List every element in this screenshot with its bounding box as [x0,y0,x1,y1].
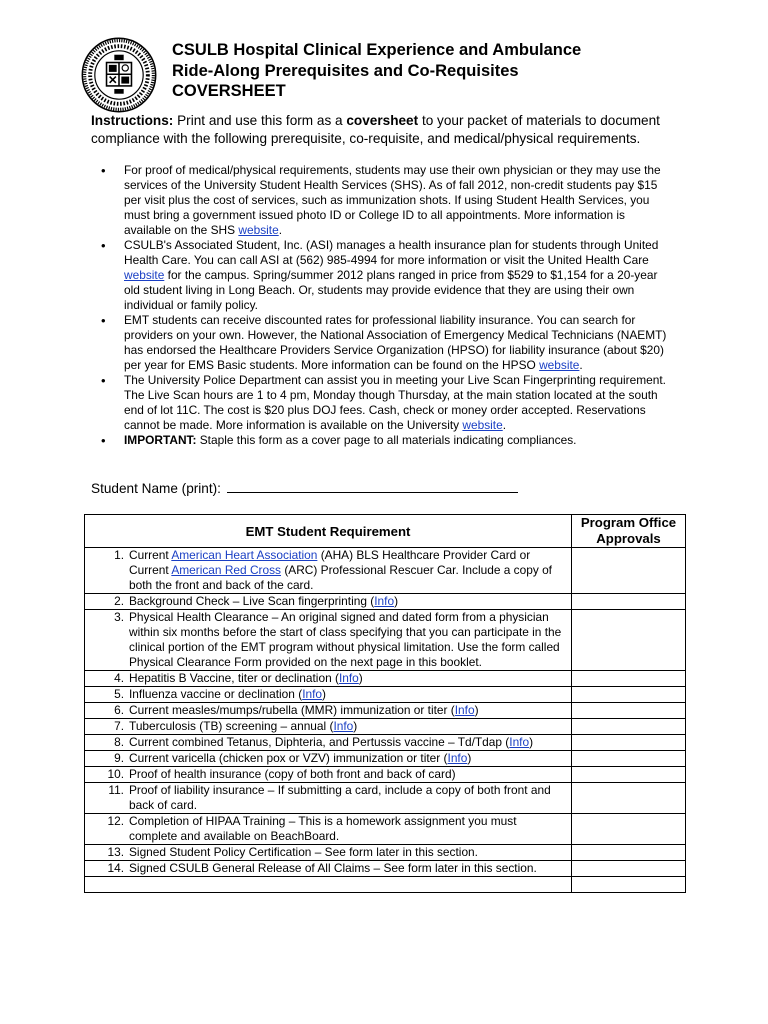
table-row: 10. Proof of health insurance (copy of both front and back of card) [85,767,686,783]
approval-cell[interactable] [572,735,686,751]
table-row: 11. Proof of liability insurance – If submitting a card, include a copy of both front and back of card. [85,783,686,814]
student-name-field [91,480,518,496]
requirements-info-list [101,163,671,448]
instructions-paragraph [91,112,691,147]
list-item: • For proof of medical/physical requirements, students may use their own physician or they may use the services of the University Student Health Services (SHS). As of fall 2012, non-credit students pay $15 per visit plus the cost of services, such as immunization shots. If using Student Health Services, you must bring a government issued photo ID or College ID to all appointments. More information is available on the SHS website. [101,163,671,238]
university-seal-icon [80,36,158,114]
table-row: 9. Current varicella (chicken pox or VZV) immunization or titer (Info) [85,751,686,767]
instructions-label: Instructions: [91,113,174,128]
list-item: • EMT students can receive discounted rates for professional liability insurance. You can search for providers on your own. However, the National Association of Emergency Medical Technicians (NAEMT) has endorsed the Healthcare Providers Service Organization (HPSO) for liability insurance (about $20) per year for EMS Basic students. More information can be found on the HPSO website. [101,313,671,373]
list-item: • The University Police Department can assist you in meeting your Live Scan Fingerprinting requirement. The Live Scan hours are 1 to 4 pm, Monday though Thursday, at the main station located at the south end of lot 11C. The cost is $20 plus DOJ fees. Cash, check or money order accepted. Reservations cannot be made. More information is available on the University website. [101,373,671,433]
list-item: • CSULB's Associated Student, Inc. (ASI) manages a health insurance plan for students through United Health Care. You can call ASI at (562) 985-4994 for more information or visit the United Health Care website for the campus. Spring/summer 2012 plans ranged in price from $529 to $1,154 for a 20-year old student living in Long Beach. Or, students may provide evidence that they are using their own individual or family policy. [101,238,671,313]
table-row: 8. Current combined Tetanus, Diphteria, and Pertussis vaccine – Td/Tdap (Info) [85,735,686,751]
table-header-row [85,515,686,548]
important-label: IMPORTANT: [124,433,197,447]
approval-cell[interactable] [572,751,686,767]
info-link[interactable]: Info [454,703,475,717]
instructions-text-before: Print and use this form as a [177,113,343,128]
approval-cell[interactable] [572,861,686,877]
info-link[interactable]: Info [447,751,468,765]
table-row: 13. Signed Student Policy Certification – See form later in this section. [85,845,686,861]
table-row: 3. Physical Health Clearance – An original signed and dated form from a physician within six months before the start of class specifying that you can participate in the clinical portion of the EMT program without physical limitation. Use the form called Physical Clearance Form provided on the next page in this booklet. [85,610,686,671]
document-title [172,40,581,102]
approval-cell[interactable] [572,719,686,735]
approval-cell[interactable] [572,783,686,814]
instructions-text-after: to your packet of materials to document compliance with the following prerequisite, co-requisite, and medical/physical requirements. [91,113,660,146]
approval-cell[interactable] [572,687,686,703]
table-row: 12. Completion of HIPAA Training – This is a homework assignment you must complete and available on BeachBoard. [85,814,686,845]
united-health-care-website-link[interactable]: website [124,268,165,282]
shs-website-link[interactable]: website [238,223,279,237]
title-line-2: Ride-Along Prerequisites and Co-Requisites [172,61,519,80]
approval-cell[interactable] [572,594,686,610]
table-row: 7. Tuberculosis (TB) screening – annual (Info) [85,719,686,735]
table-row: 6. Current measles/mumps/rubella (MMR) immunization or titer (Info) [85,703,686,719]
list-item: • IMPORTANT: Staple this form as a cover page to all materials indicating compliances. [101,433,671,448]
table-row: 14. Signed CSULB General Release of All Claims – See form later in this section. [85,861,686,877]
blank-requirement-cell[interactable] [85,877,572,893]
aha-link[interactable]: American Heart Association [171,548,318,562]
table-row: 5. Influenza vaccine or declination (Info) [85,687,686,703]
table-row: 4. Hepatitis B Vaccine, titer or declination (Info) [85,671,686,687]
instructions-bold-word: coversheet [346,113,419,128]
approval-cell[interactable] [572,548,686,594]
info-link[interactable]: Info [302,687,323,701]
approval-cell[interactable] [572,845,686,861]
hpso-website-link[interactable]: website [539,358,580,372]
arc-link[interactable]: American Red Cross [171,563,282,577]
info-link[interactable]: Info [333,719,354,733]
table-row: 2. Background Check – Live Scan fingerprinting (Info) [85,594,686,610]
approval-cell[interactable] [572,877,686,893]
student-name-label: Student Name (print): [91,481,221,496]
student-name-blank[interactable] [227,480,518,493]
approval-cell[interactable] [572,610,686,671]
info-link[interactable]: Info [338,671,359,685]
approval-cell[interactable] [572,671,686,687]
col-header-requirement: EMT Student Requirement [85,515,572,548]
table-row-blank [85,877,686,893]
info-link[interactable]: Info [509,735,530,749]
university-website-link[interactable]: website [462,418,503,432]
approval-cell[interactable] [572,767,686,783]
title-line-1: CSULB Hospital Clinical Experience and Ambulance [172,41,582,59]
col-header-approvals: Program Office Approvals [572,515,686,548]
requirements-table [84,514,686,893]
title-line-3: COVERSHEET [172,82,286,100]
approval-cell[interactable] [572,703,686,719]
info-link[interactable]: Info [374,594,395,608]
approval-cell[interactable] [572,814,686,845]
table-row: 1. Current American Heart Association (AHA) BLS Healthcare Provider Card or Current American Red Cross (ARC) Professional Rescuer Car. Include a copy of both the front and back of the card. [85,548,686,594]
